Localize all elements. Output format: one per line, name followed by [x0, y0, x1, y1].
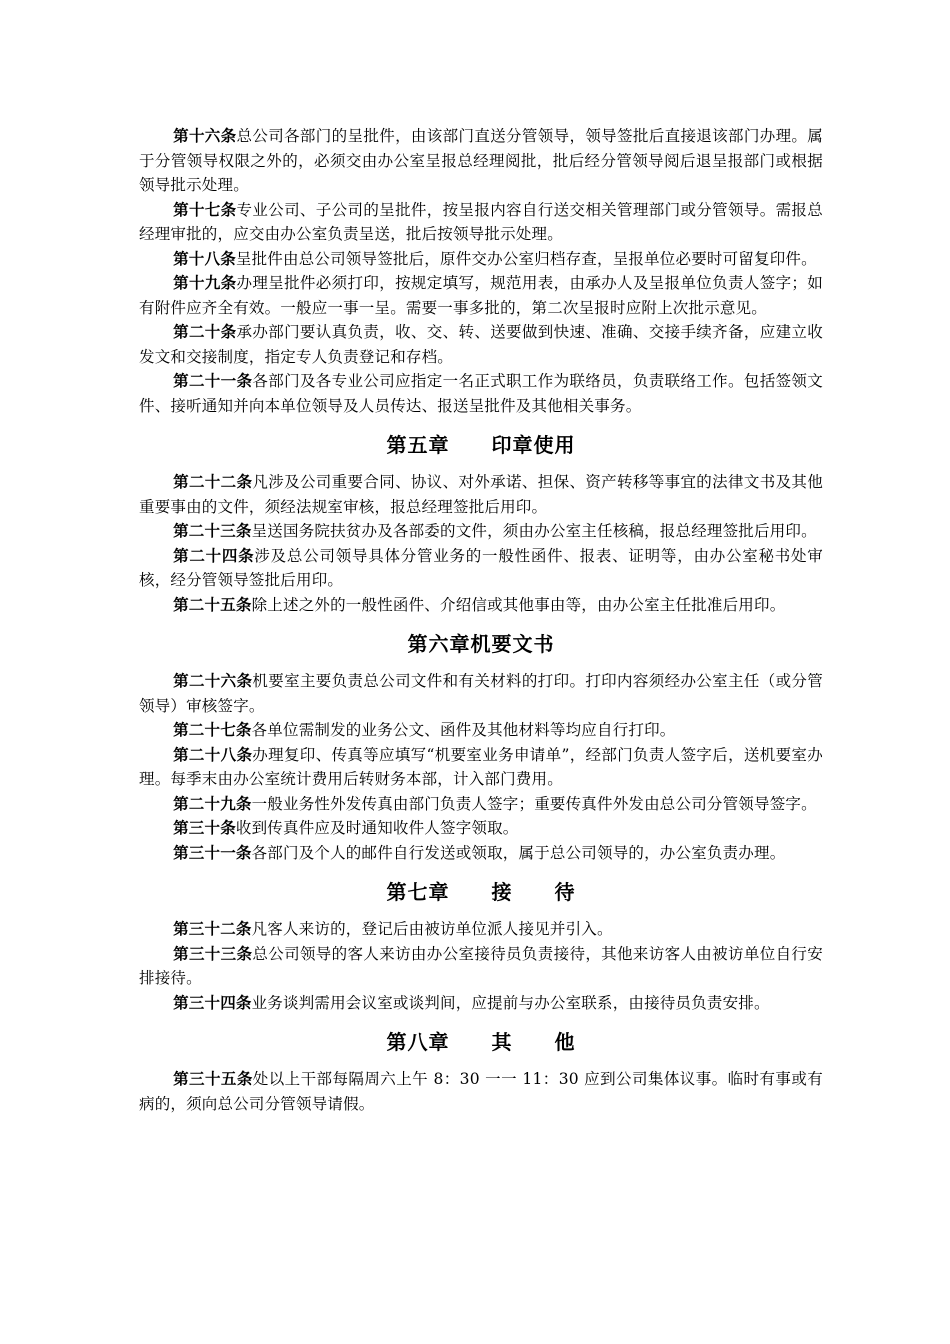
- chapter-heading: 第五章 印章使用: [386, 433, 576, 457]
- article-number: 第二十九条: [173, 793, 252, 813]
- document-page: [139, 124, 823, 1116]
- article-paragraph: [139, 792, 823, 817]
- article-number: 第二十三条: [173, 521, 252, 540]
- article-text: 凡客人来访的，登记后由被访单位派人接见并引入。: [251, 920, 613, 938]
- article-paragraph: [139, 669, 823, 718]
- article-text: 业务谈判需用会议室或谈判间，应提前与办公室联系，由接待员负责安排。: [251, 993, 770, 1012]
- article-number: 第二十七条: [173, 720, 252, 739]
- article-text: 除上述之外的一般性函件、介绍信或其他事由等，由办公室主任批准后用印。: [251, 595, 786, 614]
- article-number: 第三十二条: [173, 919, 252, 938]
- article-text: 总公司领导的客人来访由办公室接待员负责接待，其他来访客人由被访单位自行安排接待。: [139, 944, 823, 987]
- article-paragraph: [139, 519, 823, 544]
- article-text: 各部门及各专业公司应指定一名正式职工作为联络员，负责联络工作。包括签领文件、接听通知并向本单位领导及人员传达、报送呈批件及其他相关事务。: [139, 372, 823, 415]
- article-text: 承办部门要认真负责，收、交、转、送要做到快速、准确、交接手续齐备，应建立收发文和交接制度，指定专人负责登记和存档。: [139, 323, 823, 366]
- article-number: 第二十一条: [173, 371, 253, 390]
- article-paragraph: [139, 593, 823, 618]
- article-number: 第三十五条: [173, 1069, 253, 1088]
- article-text: 呈批件由总公司领导签批后，原件交办公室归档存查，呈报单位必要时可留复印件。: [235, 249, 817, 268]
- article-paragraph: [139, 942, 823, 991]
- article-number: 第十六条: [173, 126, 237, 145]
- article-paragraph: [139, 816, 823, 841]
- article-paragraph: [139, 841, 823, 866]
- article-text: 专业公司、子公司的呈批件，按呈报内容自行送交相关管理部门或分管领导。需报总经理审批的，应交由办公室负责呈送，批后按领导批示处理。: [139, 200, 823, 243]
- article-text: 涉及总公司领导具体分管业务的一般性函件、报表、证明等，由办公室秘书处审核，经分管领导签批后用印。: [139, 546, 823, 589]
- article-number: 第三十四条: [173, 992, 252, 1012]
- article-paragraph: [139, 544, 823, 593]
- article-text: 收到传真件应及时通知收件人签字领取。: [235, 819, 519, 837]
- article-number: 第十九条: [173, 273, 237, 292]
- article-paragraph: [139, 271, 823, 320]
- article-text: 各部门及个人的邮件自行发送或领取，属于总公司领导的，办公室负责办理。: [251, 843, 786, 862]
- article-paragraph: [139, 198, 823, 247]
- article-text: 处以上干部每隔周六上午 8：30 一一 11：30 应到公司集体议事。临时有事或有病的，须向总公司分管领导请假。: [139, 1070, 823, 1113]
- article-number: 第三十条: [173, 818, 236, 837]
- article-number: 第二十二条: [173, 472, 253, 491]
- article-paragraph: [139, 743, 823, 792]
- article-text: 呈送国务院扶贫办及各部委的文件，须由办公室主任核稿，报总经理签批后用印。: [251, 522, 817, 540]
- article-paragraph: [139, 1067, 823, 1116]
- article-paragraph: [139, 991, 823, 1016]
- article-text: 机要室主要负责总公司文件和有关材料的打印。打印内容须经办公室主任（或分管领导）审核签字。: [139, 672, 823, 715]
- chapter-heading: 第八章 其 他: [386, 1030, 576, 1054]
- article-paragraph: [139, 718, 823, 743]
- article-paragraph: [139, 369, 823, 418]
- article-number: 第三十三条: [173, 943, 253, 963]
- article-number: 第十七条: [173, 199, 237, 219]
- article-text: 一般业务性外发传真由部门负责人签字；重要传真件外发由总公司分管领导签字。: [251, 794, 817, 813]
- article-paragraph: [139, 247, 823, 272]
- article-number: 第二十八条: [173, 744, 253, 764]
- article-number: 第二十五条: [173, 594, 252, 614]
- article-paragraph: [139, 917, 823, 942]
- chapter-heading: 第七章 接 待: [386, 880, 576, 904]
- article-text: 办理复印、传真等应填写“机要室业务申请单”，经部门负责人签字后，送机要室办理。每季末由办公室统计费用后转财务本部，计入部门费用。: [139, 745, 823, 788]
- article-number: 第二十六条: [173, 671, 253, 690]
- article-number: 第三十一条: [173, 842, 252, 862]
- article-text: 凡涉及公司重要合同、协议、对外承诺、担保、资产转移等事宜的法律文书及其他重要事由的文件，须经法规室审核，报总经理签批后用印。: [139, 473, 823, 516]
- article-paragraph: [139, 470, 823, 519]
- article-number: 第二十四条: [173, 545, 255, 565]
- article-number: 第十八条: [173, 248, 236, 268]
- article-number: 第二十条: [173, 322, 237, 341]
- chapter-heading: 第六章机要文书: [407, 632, 555, 656]
- article-paragraph: [139, 124, 823, 198]
- article-text: 办理呈批件必须打印，按规定填写，规范用表，由承办人及呈报单位负责人签字；如有附件应齐全有效。一般应一事一呈。需要一事多批的，第二次呈报时应附上次批示意见。: [139, 274, 823, 317]
- article-text: 各单位需制发的业务公文、函件及其他材料等均应自行打印。: [251, 721, 676, 739]
- article-text: 总公司各部门的呈批件，由该部门直送分管领导，领导签批后直接退该部门办理。属于分管领导权限之外的，必须交由办公室呈报总经理阅批，批后经分管领导阅后退呈报部门或根据领导批示处理。: [139, 127, 823, 194]
- article-paragraph: [139, 320, 823, 369]
